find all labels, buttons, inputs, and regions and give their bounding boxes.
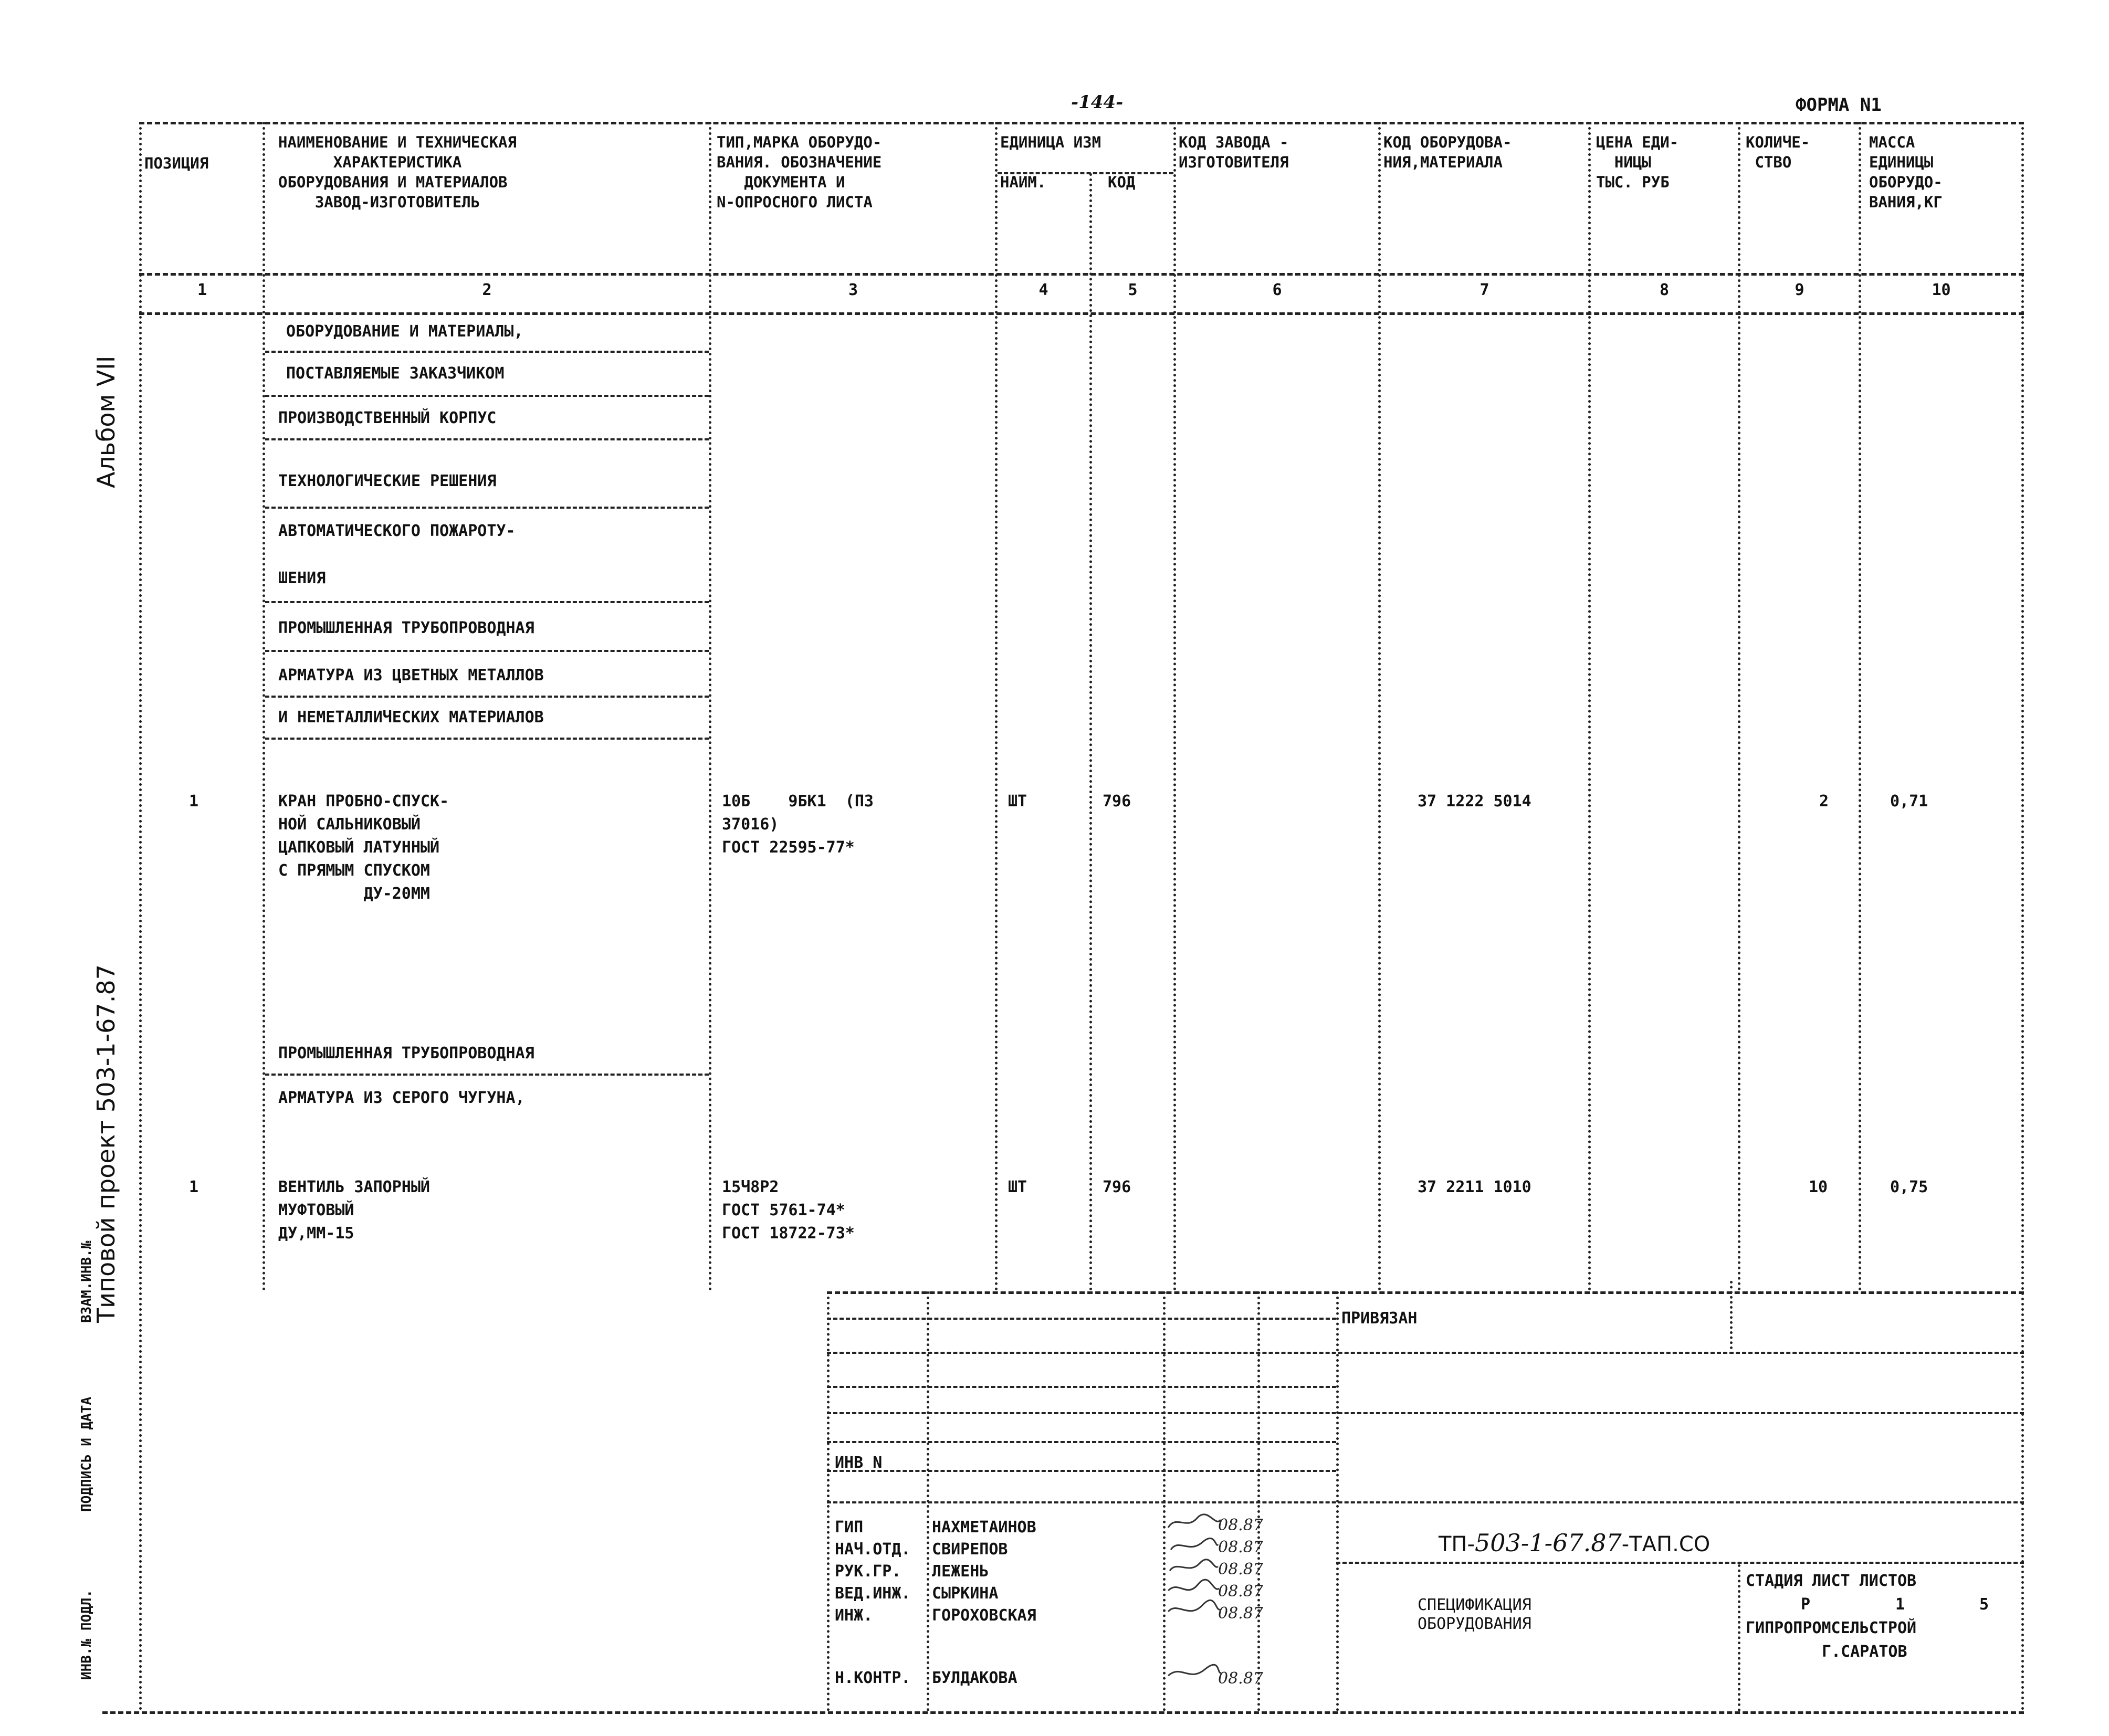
person-name: ГОРОХОВСКАЯ <box>932 1606 1036 1625</box>
col-num-4: 4 <box>1038 281 1048 299</box>
item-name: ВЕНТИЛЬ ЗАПОРНЫЙ МУФТОВЫЙ ДУ,ММ-15 <box>278 1178 430 1243</box>
person-name: СЫРКИНА <box>932 1584 999 1603</box>
col-num-1: 1 <box>197 281 207 299</box>
tb-row <box>827 1501 2024 1503</box>
tb-row <box>1336 1562 2024 1564</box>
rule-page-bottom <box>102 1711 2024 1714</box>
sign-date: 08.87 <box>1218 1669 1263 1688</box>
rule-top <box>139 122 2024 124</box>
rule-colnum-bottom <box>139 312 2024 315</box>
tb-row <box>827 1412 2024 1414</box>
col-num-3: 3 <box>848 281 858 299</box>
section-sep <box>265 1074 709 1076</box>
item-equipment-code: 37 1222 5014 <box>1418 792 1531 811</box>
tb-col-stage <box>1730 1281 1733 1349</box>
col-header-2: НАИМЕНОВАНИЕ И ТЕХНИЧЕСКАЯ ХАРАКТЕРИСТИКА ОБОРУДОВАНИЯ И МАТЕРИАЛОВ ЗАВОД-ИЗГОТОВИТЕЛЬ <box>278 133 517 211</box>
tb-row <box>827 1386 1336 1388</box>
col-header-10: МАССА ЕДИНИЦЫ ОБОРУДО- ВАНИЯ,КГ <box>1869 133 1943 211</box>
item-position: 1 <box>189 792 199 811</box>
tb-col-stage2 <box>1738 1564 1740 1711</box>
section-line: АРМАТУРА ИЗ СЕРОГО ЧУГУНА, <box>278 1089 525 1107</box>
item-unit-name: ШТ <box>1008 1178 1027 1196</box>
tb-row <box>827 1441 1336 1443</box>
stage-header: СТАДИЯ ЛИСТ ЛИСТОВ <box>1746 1572 1917 1590</box>
section-sep <box>265 395 709 397</box>
role-label: РУК.ГР. <box>835 1562 901 1581</box>
role-label: ВЕД.ИНЖ. <box>835 1584 911 1603</box>
section-sep <box>265 650 709 652</box>
section-sep <box>265 438 709 440</box>
signatures <box>1166 1512 1223 1690</box>
section-line: ШЕНИЯ <box>278 569 326 587</box>
item-mass: 0,75 <box>1890 1178 1928 1196</box>
section-line: ОБОРУДОВАНИЕ И МАТЕРИАЛЫ, <box>286 322 523 341</box>
tb-row <box>827 1352 2024 1354</box>
vline-10 <box>2021 122 2024 1711</box>
person-name: НАХМЕТАИНОВ <box>932 1518 1036 1537</box>
section-line: ПРОИЗВОДСТВЕННЫЙ КОРПУС <box>278 409 497 427</box>
col-num-2: 2 <box>482 281 492 299</box>
person-name: СВИРЕПОВ <box>932 1540 1008 1559</box>
col-header-6: КОД ЗАВОДА - ИЗГОТОВИТЕЛЯ <box>1179 133 1289 171</box>
project-label: Типовой проект 503-1-67.87 <box>92 964 120 1323</box>
section-line: И НЕМЕТАЛЛИЧЕСКИХ МАТЕРИАЛОВ <box>278 708 544 727</box>
col-header-8: ЦЕНА ЕДИ- НИЦЫ ТЫС. РУБ <box>1596 133 1679 191</box>
form-label: ФОРМА N1 <box>1796 94 1882 115</box>
col-header-9: КОЛИЧЕ- СТВО <box>1746 133 1810 171</box>
col-num-9: 9 <box>1795 281 1804 299</box>
section-sep <box>265 507 709 509</box>
col-num-7: 7 <box>1480 281 1489 299</box>
col-header-4: ЕДИНИЦА ИЗМ НАИМ. <box>1000 133 1101 191</box>
role-label: НАЧ.ОТД. <box>835 1540 911 1559</box>
person-name: ЛЕЖЕНЬ <box>932 1562 989 1581</box>
col-num-8: 8 <box>1659 281 1670 299</box>
stamp-podpis-data: ПОДПИСЬ И ДАТА <box>79 1396 95 1512</box>
sign-date: 08.87 <box>1218 1538 1263 1556</box>
vline-4 <box>1089 173 1092 1291</box>
stamp-vzam-inv: ВЗАМ.ИНВ.№ <box>79 1240 95 1323</box>
item-type: 10Б 9БК1 (ПЗ 37016) ГОСТ 22595-77* <box>722 792 874 857</box>
col-header-1: ПОЗИЦИЯ <box>144 154 209 172</box>
sign-date: 08.87 <box>1218 1516 1263 1534</box>
album-label: Альбом VII <box>92 355 120 488</box>
sheets-value: 5 <box>1979 1595 1989 1614</box>
page-number: -144- <box>1071 92 1124 113</box>
tb-rule-top <box>827 1291 2024 1294</box>
item-mass: 0,71 <box>1890 792 1928 811</box>
item-unit-code: 796 <box>1103 792 1131 811</box>
section-line: ПРОМЫШЛЕННАЯ ТРУБОПРОВОДНАЯ <box>278 619 534 637</box>
document-title: СПЕЦИФИКАЦИЯ ОБОРУДОВАНИЯ <box>1418 1596 1531 1633</box>
city: Г.САРАТОВ <box>1822 1643 1907 1661</box>
tb-row <box>827 1318 1336 1320</box>
tb-row <box>827 1470 1336 1472</box>
rule-header-bottom <box>139 273 2024 276</box>
col-header-7: КОД ОБОРУДОВА- НИЯ,МАТЕРИАЛА <box>1383 133 1512 171</box>
sign-date: 08.87 <box>1218 1582 1263 1601</box>
vline-0 <box>139 122 142 1711</box>
item-unit-name: ШТ <box>1008 792 1027 811</box>
sheet-value: 1 <box>1895 1595 1905 1614</box>
section-sep <box>265 738 709 740</box>
item-equipment-code: 37 2211 1010 <box>1418 1178 1531 1196</box>
stage-value: Р <box>1801 1595 1811 1614</box>
privyazan-label: ПРИВЯЗАН <box>1341 1309 1418 1328</box>
inv-label: ИНВ N <box>835 1454 883 1472</box>
section-line: ТЕХНОЛОГИЧЕСКИЕ РЕШЕНИЯ <box>278 472 497 490</box>
item-position: 1 <box>189 1178 199 1196</box>
role-label: ИНЖ. <box>835 1606 873 1625</box>
section-line: ПРОМЫШЛЕННАЯ ТРУБОПРОВОДНАЯ <box>278 1044 534 1062</box>
col-header-3: ТИП,МАРКА ОБОРУДО- ВАНИЯ. ОБОЗНАЧЕНИЕ ДОКУМЕНТА И N-ОПРОСНОГО ЛИСТА <box>717 133 882 211</box>
stamp-inv-podl: ИНВ.№ ПОДЛ. <box>79 1589 95 1680</box>
col-num-5: 5 <box>1128 281 1138 299</box>
project-code-suffix: -ТАП.СО <box>1621 1532 1711 1556</box>
section-line: АРМАТУРА ИЗ ЦВЕТНЫХ МЕТАЛЛОВ <box>278 666 544 685</box>
sign-date: 08.87 <box>1218 1604 1263 1623</box>
col-header-5: КОД <box>1108 173 1136 191</box>
section-sep <box>265 601 709 603</box>
section-sep <box>265 351 709 353</box>
item-unit-code: 796 <box>1103 1178 1131 1196</box>
role-label: ГИП <box>835 1518 864 1537</box>
item-type: 15Ч8Р2 ГОСТ 5761-74* ГОСТ 18722-73* <box>722 1178 855 1243</box>
item-quantity: 2 <box>1819 792 1829 811</box>
person-name: БУЛДАКОВА <box>932 1669 1017 1687</box>
item-quantity: 10 <box>1809 1178 1828 1196</box>
sign-date: 08.87 <box>1218 1560 1263 1579</box>
col-num-6: 6 <box>1272 281 1282 299</box>
col-num-10: 10 <box>1932 281 1951 299</box>
section-sep <box>265 696 709 698</box>
project-code <box>1439 1529 1710 1557</box>
section-line: АВТОМАТИЧЕСКОГО ПОЖАРОТУ- <box>278 522 516 540</box>
role-label: Н.КОНТР. <box>835 1669 911 1687</box>
project-code-prefix: ТП- <box>1439 1532 1475 1556</box>
project-code-hand: 503-1-67.87 <box>1474 1529 1622 1557</box>
section-line: ПОСТАВЛЯЕМЫЕ ЗАКАЗЧИКОМ <box>286 364 505 383</box>
item-name: КРАН ПРОБНО-СПУСК- НОЙ САЛЬНИКОВЫЙ ЦАПКОВЫЙ ЛАТУННЫЙ С ПРЯМЫМ СПУСКОМ ДУ-20ММ <box>278 792 449 903</box>
organization: ГИПРОПРОМСЕЛЬСТРОЙ <box>1746 1619 1917 1637</box>
